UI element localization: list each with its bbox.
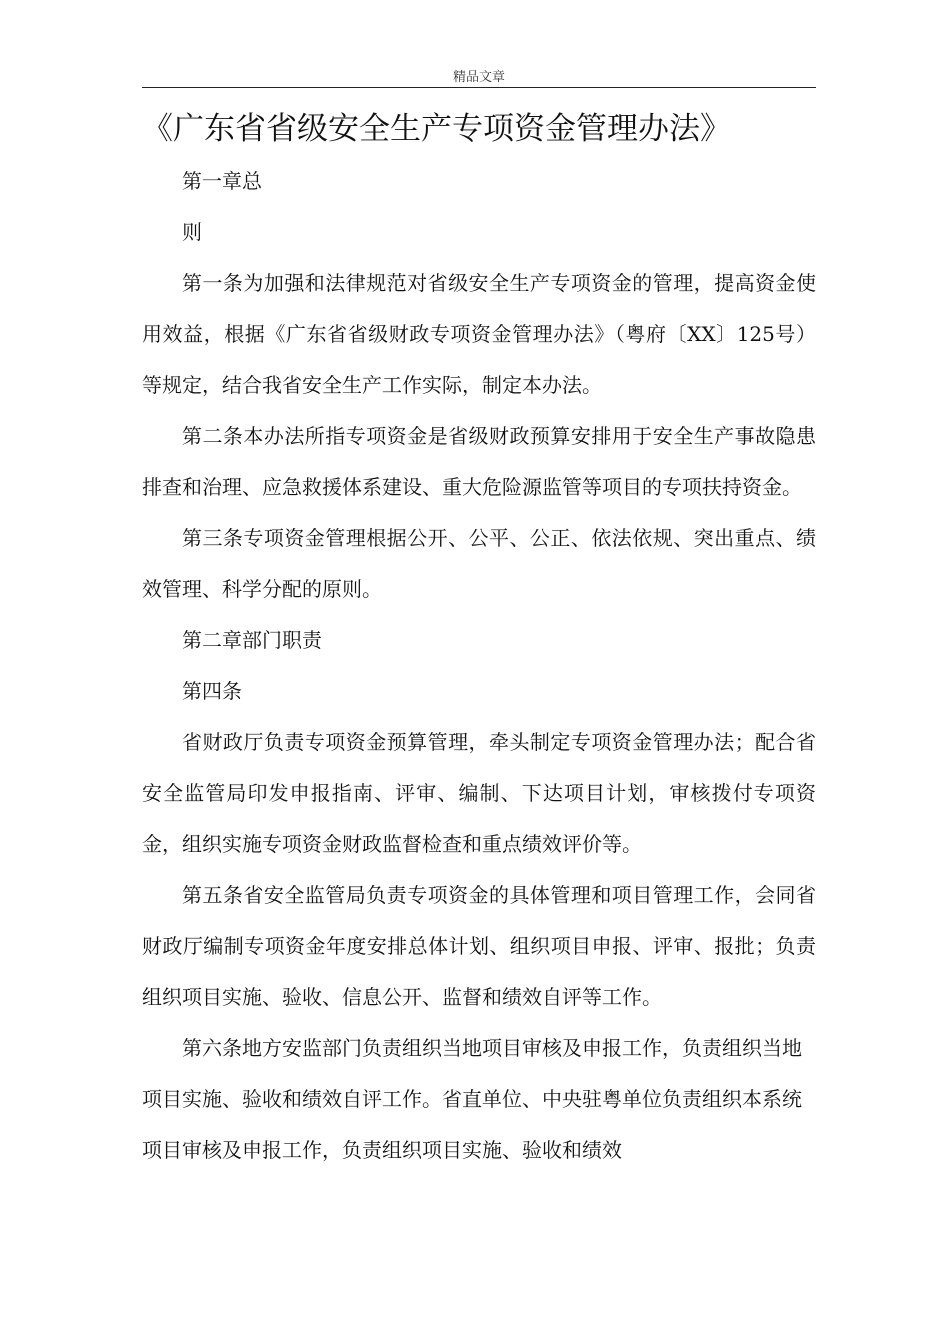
article-paragraph: 省财政厅负责专项资金预算管理，牵头制定专项资金管理办法；配合省安全监管局印发申报指南、评审、编制、下达项目计划，审核拨付专项资金，组织实施专项资金财政监督检查和重点绩效评价等。 xyxy=(142,730,816,856)
document-body xyxy=(142,156,816,1176)
header-divider xyxy=(142,87,816,88)
chapter-heading: 第二章部门职责 xyxy=(182,628,322,652)
page-header: 精品文章 xyxy=(452,70,505,85)
document-title: 《广东省省级安全生产专项资金管理办法》 xyxy=(142,111,731,147)
chapter-heading: 第一章总 xyxy=(182,169,262,193)
article-paragraph: 第六条地方安监部门负责组织当地项目审核及申报工作，负责组织当地项目实施、验收和绩效自评工作。省直单位、中央驻粤单位负责组织本系统项目审核及申报工作，负责组织项目实施、验收和绩效 xyxy=(142,1036,802,1162)
chapter-heading-continued: 则 xyxy=(182,220,202,244)
article-paragraph: 第三条专项资金管理根据公开、公平、公正、依法依规、突出重点、绩效管理、科学分配的原则。 xyxy=(142,526,816,601)
article-paragraph: 第一条为加强和法律规范对省级安全生产专项资金的管理，提高资金使用效益，根据《广东省省级财政专项资金管理办法》（粤府〔XX〕125号）等规定，结合我省安全生产工作实际，制定本办法。 xyxy=(142,271,816,397)
article-paragraph: 第五条省安全监管局负责专项资金的具体管理和项目管理工作，会同省财政厅编制专项资金年度安排总体计划、组织项目申报、评审、报批；负责组织项目实施、验收、信息公开、监督和绩效自评等工作。 xyxy=(142,883,816,1009)
article-heading: 第四条 xyxy=(182,679,242,703)
article-paragraph: 第二条本办法所指专项资金是省级财政预算安排用于安全生产事故隐患排查和治理、应急救援体系建设、重大危险源监管等项目的专项扶持资金。 xyxy=(142,424,816,499)
